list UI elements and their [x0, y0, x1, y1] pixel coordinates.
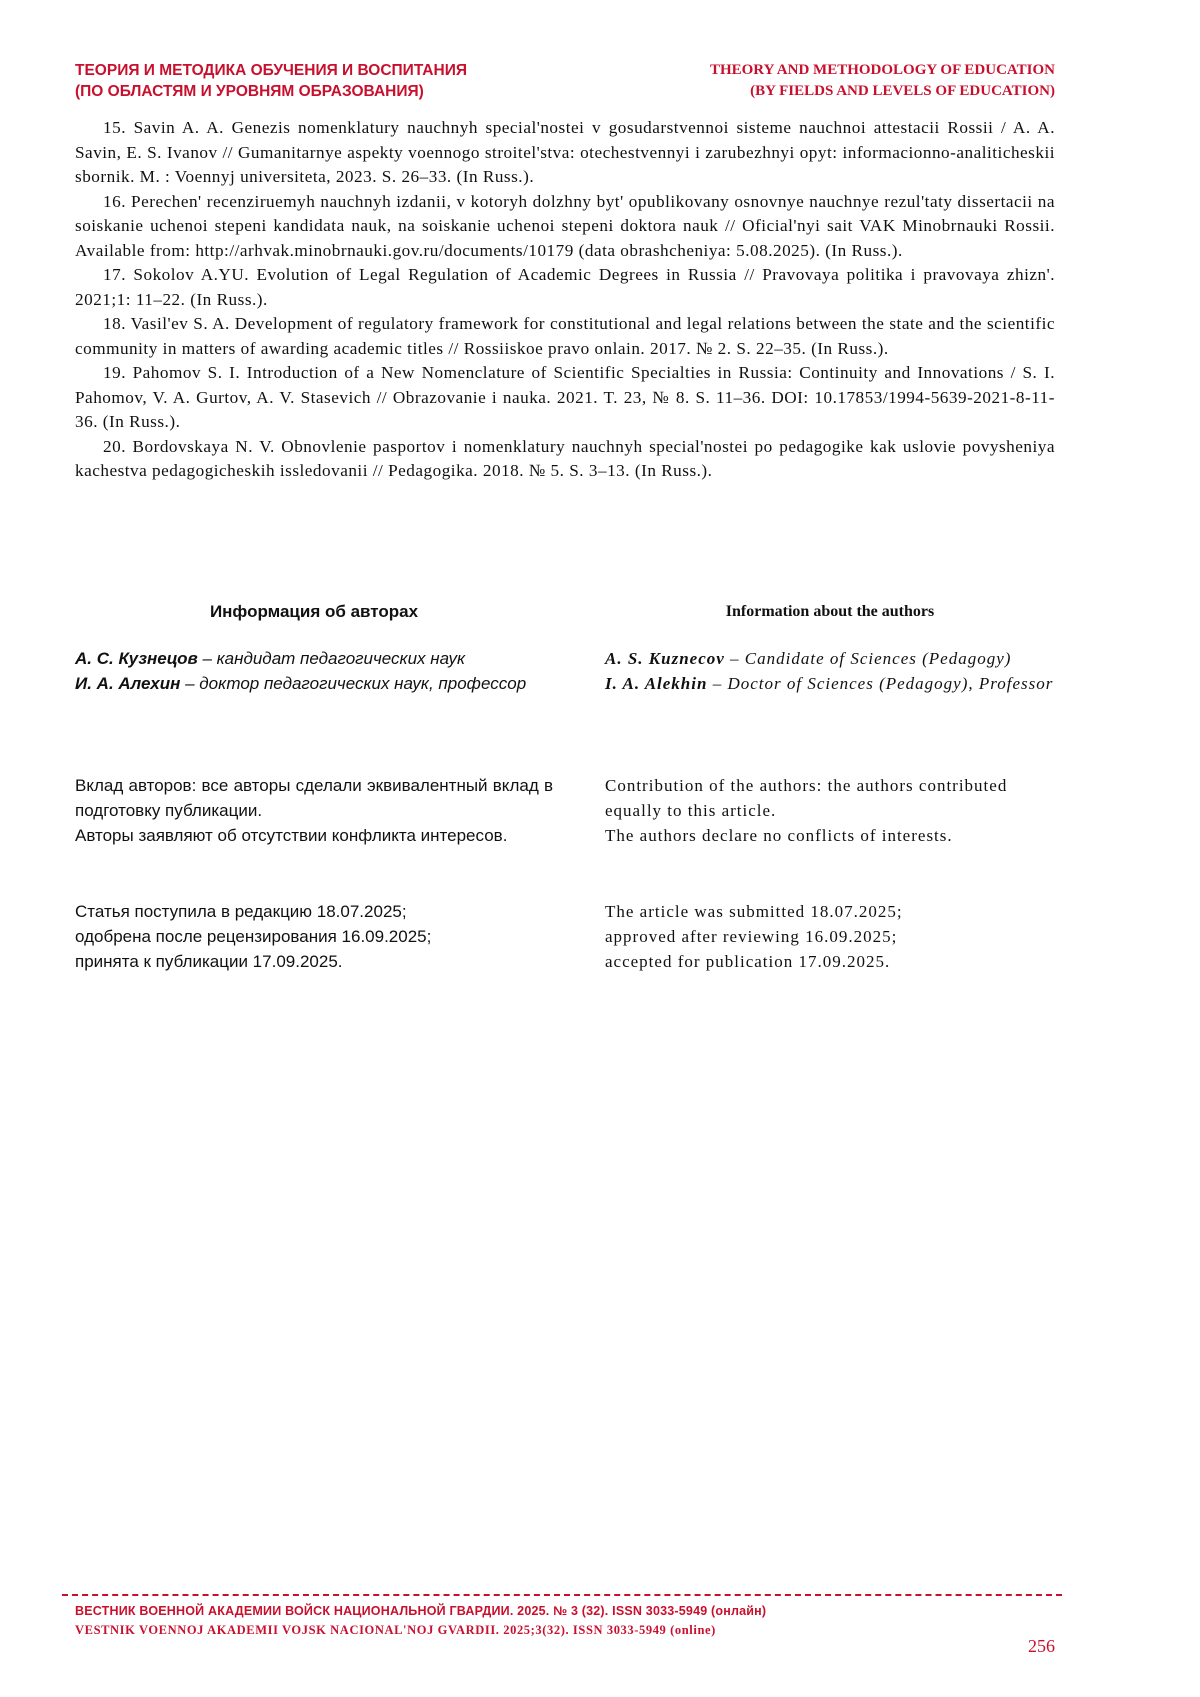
conflicts-text: The authors declare no conflicts of interests. — [605, 826, 953, 845]
author-entry — [605, 646, 1055, 671]
author-degree: – кандидат педагогических наук — [197, 649, 466, 668]
author-entry — [605, 671, 1055, 696]
authors-list-ru — [75, 646, 553, 696]
reference-item: 18. Vasil'ev S. A. Development of regulatory framework for constitutional and legal relations between the state and the scientific community in matters of awarding academic titles // Rossiiskoe pravo onlain. 2017. № 2. S. 22–35. (In Russ.). — [75, 314, 1055, 358]
page-number: 256 — [1028, 1636, 1055, 1656]
footer-journal-ru: ВЕСТНИК ВОЕННОЙ АКАДЕМИИ ВОЙСК НАЦИОНАЛЬНОЙ ГВАРДИИ. 2025. № 3 (32). ISSN 3033-5949 (онлайн) — [75, 1604, 767, 1618]
submitted-date: The article was submitted 18.07.2025; — [605, 902, 903, 921]
footer-journal-en: VESTNIK VOENNOJ AKADEMII VOJSK NACIONAL'NOJ GVARDII. 2025;3(32). ISSN 3033-5949 (online) — [75, 1623, 716, 1637]
reference-item: 19. Pahomov S. I. Introduction of a New Nomenclature of Scientific Specialties in Russia: Continuity and Innovations / S. I. Pahomov, V. A. Gurtov, A. V. Stasevich // Obrazovanie i nauka. 2021. T. 23, № 8. S. 11–36. DOI: 10.17853/1994-5639-2021-8-11-36. (In Russ.). — [75, 363, 1055, 431]
header-ru-line2: (ПО ОБЛАСТЯМ И УРОВНЯМ ОБРАЗОВАНИЯ) — [75, 83, 424, 100]
reference-list — [75, 116, 1055, 484]
approved-date: одобрена после рецензирования 16.09.2025; — [75, 927, 432, 946]
contribution-block-ru — [75, 773, 553, 848]
authors-title-en: Information about the authors — [725, 603, 935, 620]
accepted-date: accepted for publication 17.09.2025. — [605, 952, 891, 971]
author-degree: – Doctor of Sciences (Pedagogy), Professor — [707, 674, 1054, 693]
author-entry — [75, 646, 553, 671]
author-name: А. С. Кузнецов — [75, 649, 198, 668]
running-header-en — [495, 60, 1055, 102]
header-en-line2: (BY FIELDS AND LEVELS OF EDUCATION) — [750, 83, 1055, 99]
submitted-date: Статья поступила в редакцию 18.07.2025; — [75, 902, 407, 921]
author-name: A. S. Kuznecov — [605, 649, 725, 668]
contribution-block-en — [605, 773, 1055, 848]
dates-block-en — [605, 899, 1055, 974]
authors-title-ru: Информация об авторах — [209, 602, 419, 621]
reference-item: 16. Perechen' recenziruemyh nauchnyh izdanii, v kotoryh dolzhny byt' opublikovany osnovnye nauchnye rezul'taty dissertacii na soiskanie uchenoi stepeni kandidata nauk, na soiskanie uchenoi stepeni doktora nauk // Oficial'nyi sait VAK Minobrnauki Rossii. Available from: http://arhvak.minobrnauki.gov.ru/documents/10179 (data obrashcheniya: 5.08.2025). (In Russ.). — [75, 191, 1055, 260]
contribution-text: Вклад авторов: все авторы сделали эквивалентный вклад в подготовку публикации. — [75, 776, 553, 820]
author-degree: – Candidate of Sciences (Pedagogy) — [724, 649, 1012, 668]
footer-divider — [62, 1594, 1062, 1596]
author-name: И. А. Алехин — [75, 674, 181, 693]
reference-item: 20. Bordovskaya N. V. Obnovlenie pasportov i nomenklatury nauchnyh special'nostei po pedagogike kak uslovie povysheniya kachestva pedagogicheskih issledovanii // Pedagogika. 2018. № 5. S. 3–13. (In Russ.). — [75, 436, 1055, 480]
header-ru-line1: ТЕОРИЯ И МЕТОДИКА ОБУЧЕНИЯ И ВОСПИТАНИЯ — [75, 62, 467, 79]
author-degree: – доктор педагогических наук, профессор — [180, 674, 527, 693]
contribution-text: Contribution of the authors: the authors contributed equally to this article. — [605, 776, 1008, 820]
author-name: I. A. Alekhin — [605, 674, 708, 693]
conflicts-text: Авторы заявляют об отсутствии конфликта интересов. — [75, 826, 508, 845]
header-en-line1: THEORY AND METHODOLOGY OF EDUCATION — [709, 62, 1055, 78]
dates-block-ru — [75, 899, 553, 974]
approved-date: approved after reviewing 16.09.2025; — [605, 927, 898, 946]
author-entry — [75, 671, 553, 696]
authors-list-en — [605, 646, 1055, 696]
reference-item: 15. Savin A. A. Genezis nomenklatury nauchnyh special'nostei v gosudarstvennoi sisteme nauchnoi attestacii Rossii / A. A. Savin, E. S. Ivanov // Gumanitarnye aspekty voennogo stroitel'stva: otechestvennyi i zarubezhnyi opyt: informacionno-analiticheskii sbornik. M. : Voennyj universiteta, 2023. S. 26–33. (In Russ.). — [75, 118, 1055, 186]
accepted-date: принята к публикации 17.09.2025. — [75, 952, 343, 971]
reference-item: 17. Sokolov A.YU. Evolution of Legal Regulation of Academic Degrees in Russia // Pravovaya politika i pravovaya zhizn'. 2021;1: 11–22. (In Russ.). — [75, 265, 1055, 309]
